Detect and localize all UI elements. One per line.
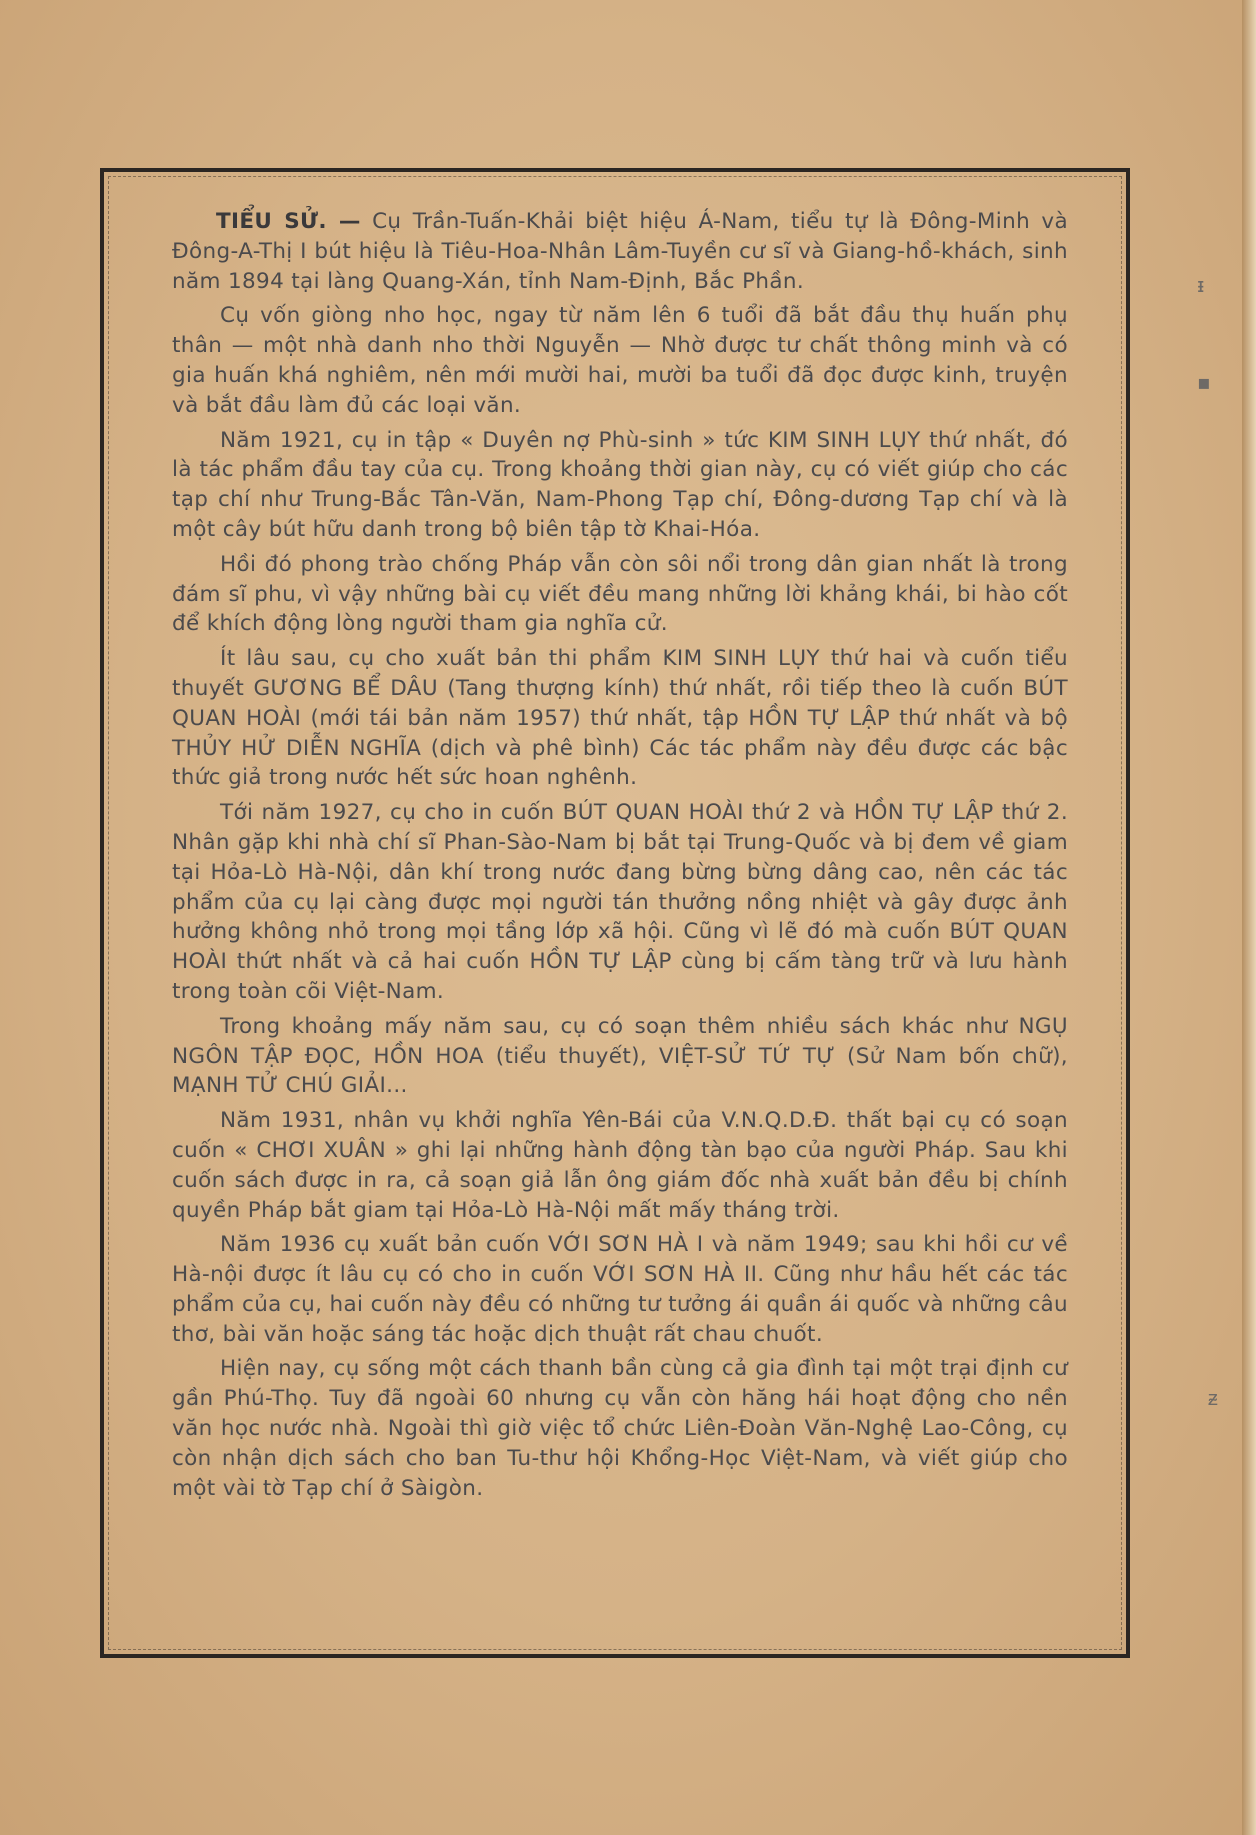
paragraph-6: Tới năm 1927, cụ cho in cuốn BÚT QUAN HOÀI thứ 2 và HỒN TỰ LẬP thứ 2. Nhân gặp khi nhà chí sĩ Phan-Sào-Nam bị bắt tại Trung-Quốc và bị đem về giam tại Hỏa-Lò Hà-Nội, dân khí trong nước đang bừng bừng dâng cao, nên các tác phẩm của cụ lại càng được mọi người tán thưởng nồng nhiệt và gây được ảnh hưởng không nhỏ trong mọi tầng lớp xã hội. Cũng vì lẽ đó mà cuốn BÚT QUAN HOÀI thứt nhất và cả hai cuốn HỒN TỰ LẬP cùng bị cấm tàng trữ và lưu hành trong toàn cõi Việt-Nam. — [172, 800, 1068, 1004]
paragraph-3: Năm 1921, cụ in tập « Duyên nợ Phù-sinh » tức KIM SINH LỤY thứ nhất, đó là tác phẩm đầu tay của cụ. Trong khoảng thời gian này, cụ có viết giúp cho các tạp chí như Trung-Bắc Tân-Văn, Nam-Phong Tạp chí, Đông-dương Tạp chí và là một cây bút hữu danh trong bộ biên tập tờ Khai-Hóa. — [172, 427, 1068, 542]
paragraph-4: Hồi đó phong trào chống Pháp vẫn còn sôi nổi trong dân gian nhất là trong đám sĩ phu, vì vậy những bài cụ viết đều mang những lời khảng khái, bi hào cốt để khích động lòng người tham gia nghĩa cử. — [172, 551, 1068, 637]
paragraph-8: Năm 1931, nhân vụ khởi nghĩa Yên-Bái của V.N.Q.D.Đ. thất bại cụ có soạn cuốn « CHƠI XUÂN » ghi lại những hành động tàn bạo của người Pháp. Sau khi cuốn sách được in ra, cả soạn giả lẫn ông giám đốc nhà xuất bản đều bị chính quyền Pháp bắt giam tại Hỏa-Lò Hà-Nội mất mấy tháng trời. — [172, 1108, 1068, 1223]
paragraph-2: Cụ vốn giòng nho học, ngay từ năm lên 6 tuổi đã bắt đầu thụ huấn phụ thân — một nhà danh nho thời Nguyễn — Nhờ được tư chất thông minh và có gia huấn khá nghiêm, nên mới mười hai, mười ba tuổi đã đọc được kinh, truyện và bắt đầu làm đủ các loại văn. — [172, 303, 1068, 418]
paragraph-1: TIỂU SỬ. — Cụ Trần-Tuấn-Khải biệt hiệu Á-Nam, tiểu tự là Đông-Minh và Đông-A-Thị I bút hiệu là Tiêu-Hoa-Nhân Lâm-Tuyền cư sĩ và Giang-hồ-khách, sinh năm 1894 tại làng Quang-Xán, tỉnh Nam-Định, Bắc Phần. — [172, 209, 1068, 294]
paragraph-9: Năm 1936 cụ xuất bản cuốn VỚI SƠN HÀ I và năm 1949; sau khi hồi cư về Hà-nội được ít lâu cụ có cho in cuốn VỚI SƠN HÀ II. Cũng như hầu hết các tác phẩm của cụ, hai cuốn này đều có những tư tưởng ái quần ái quốc và những câu thơ, bài văn hoặc sáng tác hoặc dịch thuật rất chau chuốt. — [172, 1232, 1068, 1347]
margin-mark: ᵻ — [1197, 273, 1205, 297]
paragraph-5: Ít lâu sau, cụ cho xuất bản thi phẩm KIM SINH LỤY thứ hai và cuốn tiểu thuyết GƯƠNG BỂ DÂU (Tang thượng kính) thứ nhất, rồi tiếp theo là cuốn BÚT QUAN HOÀI (mới tái bản năm 1957) thứ nhất, tập HỒN TỰ LẬP thứ nhất và bộ THỦY HỬ DIỄN NGHĨA (dịch và phê bình) Các tác phẩm này đều được các bậc thức giả trong nước hết sức hoan nghênh. — [172, 646, 1068, 791]
margin-mark: ▪ — [1197, 370, 1211, 394]
section-heading: TIỂU SỬ. — — [216, 209, 361, 234]
margin-mark: ᵶ — [1208, 1386, 1218, 1410]
biography-text — [172, 207, 1068, 1508]
page-edge — [1242, 0, 1256, 1835]
paragraph-7: Trong khoảng mấy năm sau, cụ có soạn thêm nhiều sách khác như NGỤ NGÔN TẬP ĐỌC, HỒN HOA (tiểu thuyết), VIỆT-SỬ TỨ TỰ (Sử Nam bốn chữ), MẠNH TỬ CHÚ GIẢI... — [172, 1013, 1068, 1099]
paragraph-10: Hiện nay, cụ sống một cách thanh bần cùng cả gia đình tại một trại định cư gần Phú-Thọ. Tuy đã ngoài 60 nhưng cụ vẫn còn hăng hái hoạt động cho nền văn học nước nhà. Ngoài thì giờ việc tổ chức Liên-Đoàn Văn-Nghệ Lao-Công, cụ còn nhận dịch sách cho ban Tu-thư hội Khổng-Học Việt-Nam, và viết giúp cho một vài tờ Tạp chí ở Sàigòn. — [172, 1356, 1068, 1501]
